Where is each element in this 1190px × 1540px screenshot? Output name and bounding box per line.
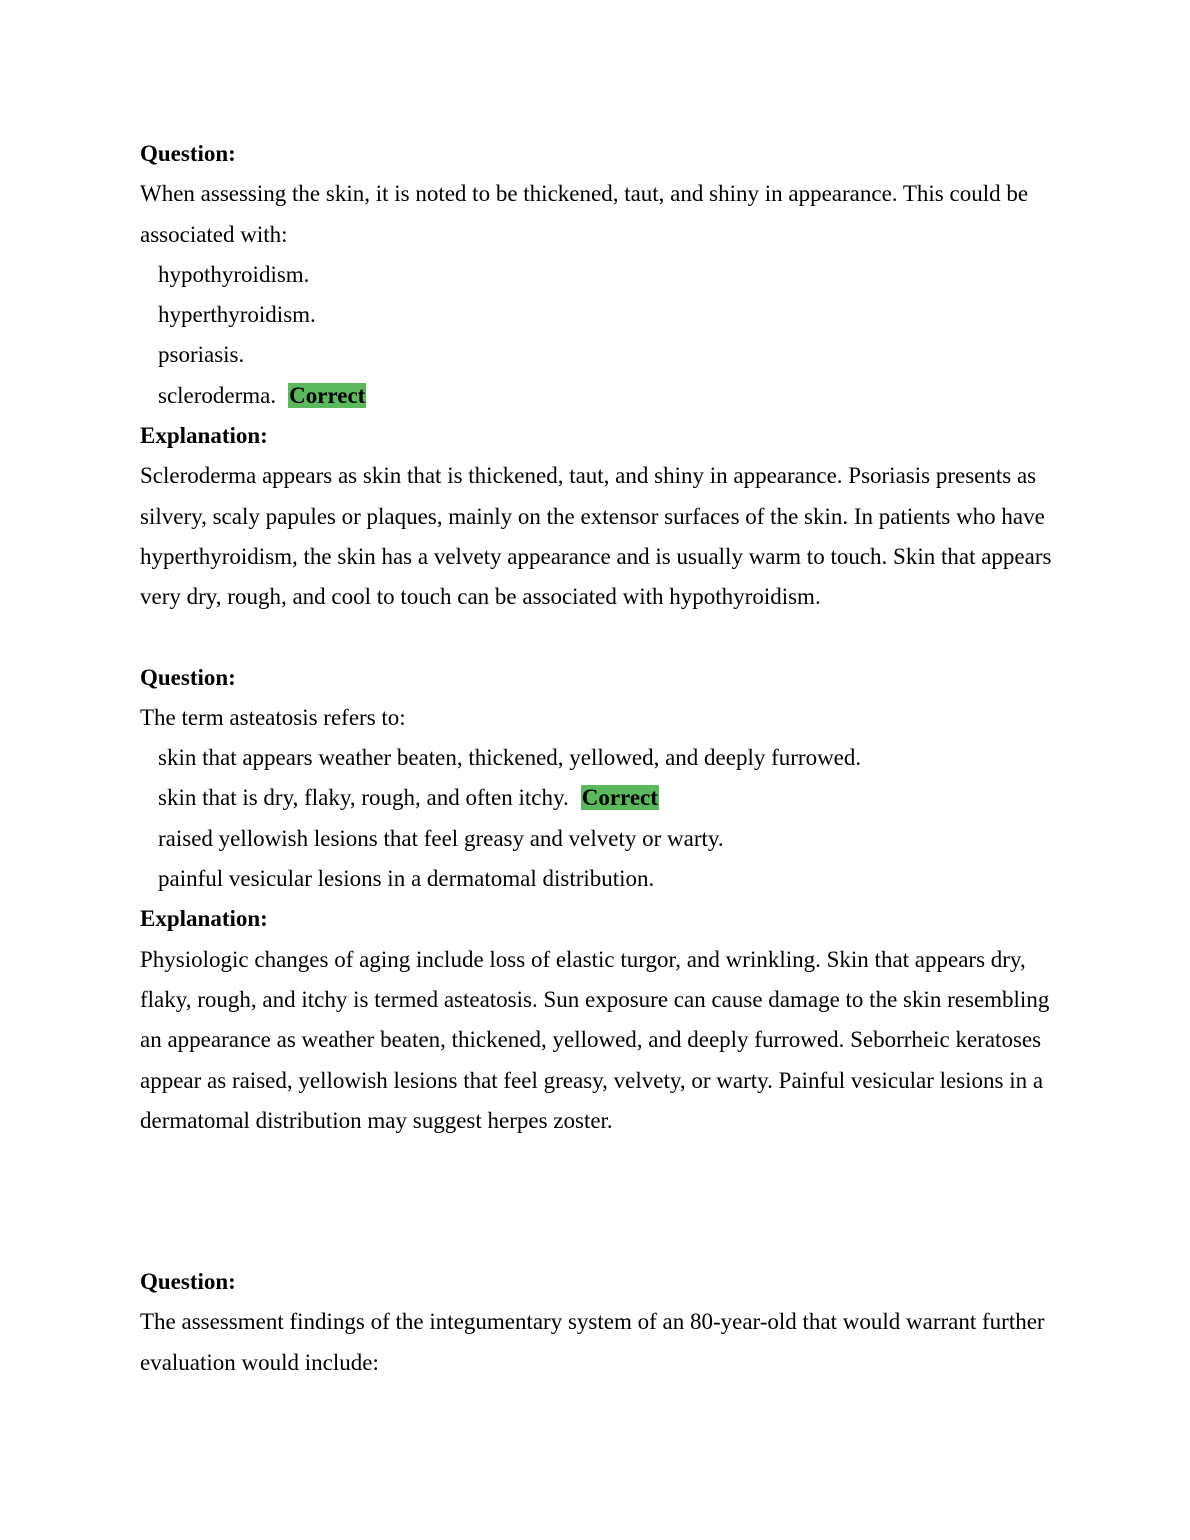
explanation-label: Explanation: bbox=[140, 906, 268, 932]
answer-option-correct: scleroderma. Correct bbox=[158, 382, 366, 408]
answer-option: hypothyroidism. bbox=[158, 261, 310, 287]
answer-option: psoriasis. bbox=[158, 342, 245, 368]
spacer bbox=[140, 1141, 1060, 1262]
correct-badge: Correct bbox=[289, 382, 366, 408]
question-prompt: When assessing the skin, it is noted to be thickened, taut, and shiny in appearance. This could be associated with: bbox=[140, 181, 1029, 247]
answer-option: raised yellowish lesions that feel greasy and velvety or warty. bbox=[158, 825, 724, 851]
explanation-text: Physiologic changes of aging include loss of elastic turgor, and wrinkling. Skin that appears dry, flaky, rough, and itchy is termed asteatosis. Sun exposure can cause damage to the skin resembling an appearance as weather beaten, thickened, yellowed, and deeply furrowed. Seborrheic keratoses appear as raised, yellowish lesions that feel greasy, velvety, or warty. Painful vesicular lesions in a dermatomal distribution may suggest herpes zoster. bbox=[140, 946, 1050, 1133]
question-prompt: The assessment findings of the integumentary system of an 80-year-old that would warrant further evaluation would include: bbox=[140, 1309, 1045, 1375]
question-block-2 bbox=[140, 658, 1060, 1142]
document-page bbox=[140, 134, 1060, 1383]
answer-option: skin that appears weather beaten, thickened, yellowed, and deeply furrowed. bbox=[158, 745, 862, 771]
answer-option: painful vesicular lesions in a dermatomal distribution. bbox=[158, 866, 655, 892]
answer-option: hyperthyroidism. bbox=[158, 302, 316, 328]
question-label: Question: bbox=[140, 664, 236, 690]
explanation-text: Scleroderma appears as skin that is thickened, taut, and shiny in appearance. Psoriasis presents as silvery, scaly papules or plaques, mainly on the extensor surfaces of the skin. In patients who have hyperthyroidism, the skin has a velvety appearance and is usually warm to touch. Skin that appears very dry, rough, and cool to touch can be associated with hypothyroidism. bbox=[140, 463, 1052, 610]
answer-option-correct: skin that is dry, flaky, rough, and often itchy. Correct bbox=[158, 785, 658, 811]
explanation-label: Explanation: bbox=[140, 423, 268, 449]
question-label: Question: bbox=[140, 1269, 236, 1295]
question-prompt: The term asteatosis refers to: bbox=[140, 704, 406, 730]
question-block-1 bbox=[140, 134, 1060, 618]
spacer bbox=[140, 618, 1060, 658]
correct-badge: Correct bbox=[581, 785, 658, 811]
question-block-3 bbox=[140, 1262, 1060, 1383]
question-label: Question: bbox=[140, 141, 236, 166]
